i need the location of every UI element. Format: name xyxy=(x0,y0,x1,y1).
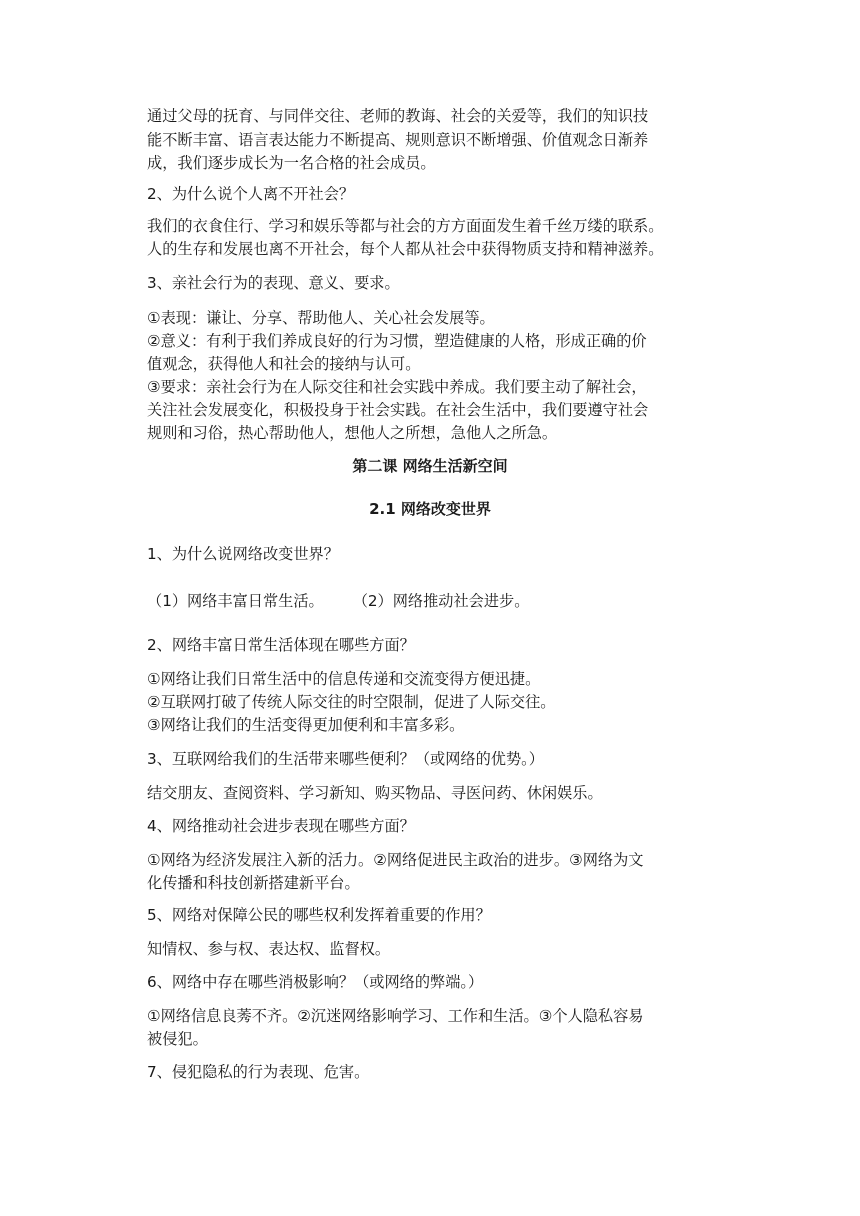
answer-line: ③网络让我们的生活变得更加便利和丰富多彩。 xyxy=(147,716,465,734)
answer-line: 关注社会发展变化，积极投身于社会实践。在社会生活中，我们要遵守社会 xyxy=(147,401,649,419)
question: 2、为什么说个人离不开社会？ xyxy=(147,185,355,203)
answer-line: ①网络让我们日常生活中的信息传递和交流变得方便迅捷。 xyxy=(147,670,541,688)
intro-line: 成，我们逐步成长为一名合格的社会成员。 xyxy=(147,154,436,172)
intro-line: 通过父母的抚育、与同伴交往、老师的教诲、社会的关爱等，我们的知识技 xyxy=(147,107,649,125)
answer-line: 值观念，获得他人和社会的接纳与认可。 xyxy=(147,355,421,373)
answer-line: （1）网络丰富日常生活。 （2）网络推动社会进步。 xyxy=(147,592,530,610)
question: 6、网络中存在哪些消极影响？（或网络的弊端。） xyxy=(147,973,484,991)
answer-line: 规则和习俗，热心帮助他人，想他人之所想，急他人之所急。 xyxy=(147,424,558,442)
question: 5、网络对保障公民的哪些权利发挥着重要的作用？ xyxy=(147,906,491,924)
answer-line: 人的生存和发展也离不开社会，每个人都从社会中获得物质支持和精神滋养。 xyxy=(147,240,664,258)
question: 3、亲社会行为的表现、意义、要求。 xyxy=(147,274,400,292)
answer-line: ①网络为经济发展注入新的活力。②网络促进民主政治的进步。③网络为文 xyxy=(147,851,644,869)
question: 7、侵犯隐私的行为表现、危害。 xyxy=(147,1063,370,1081)
section-title: 2.1 网络改变世界 xyxy=(369,500,491,518)
answer-line: ①网络信息良莠不齐。②沉迷网络影响学习、工作和生活。③个人隐私容易 xyxy=(147,1007,644,1025)
answer-line: ①表现：谦让、分享、帮助他人、关心社会发展等。 xyxy=(147,309,495,327)
answer-line: 我们的衣食住行、学习和娱乐等都与社会的方方面面发生着千丝万缕的联系。 xyxy=(147,217,664,235)
answer-line: ②互联网打破了传统人际交往的时空限制，促进了人际交往。 xyxy=(147,693,556,711)
answer-line: ③要求：亲社会行为在人际交往和社会实践中养成。我们要主动了解社会， xyxy=(147,378,647,396)
answer-line: 化传播和科技创新搭建新平台。 xyxy=(147,874,360,892)
answer-line: ②意义：有利于我们养成良好的行为习惯，塑造健康的人格，形成正确的价 xyxy=(147,332,647,350)
intro-line: 能不断丰富、语言表达能力不断提高、规则意识不断增强、价值观念日渐养 xyxy=(147,131,649,149)
lesson-title: 第二课 网络生活新空间 xyxy=(352,457,508,475)
question: 1、为什么说网络改变世界？ xyxy=(147,545,339,563)
question: 2、网络丰富日常生活体现在哪些方面？ xyxy=(147,636,415,654)
question: 4、网络推动社会进步表现在哪些方面？ xyxy=(147,817,415,835)
answer-line: 知情权、参与权、表达权、监督权。 xyxy=(147,940,390,958)
answer-line: 结交朋友、查阅资料、学习新知、购买物品、寻医问药、休闲娱乐。 xyxy=(147,784,603,802)
question: 3、互联网给我们的生活带来哪些便利？（或网络的优势。） xyxy=(147,750,544,768)
answer-line: 被侵犯。 xyxy=(147,1030,208,1048)
